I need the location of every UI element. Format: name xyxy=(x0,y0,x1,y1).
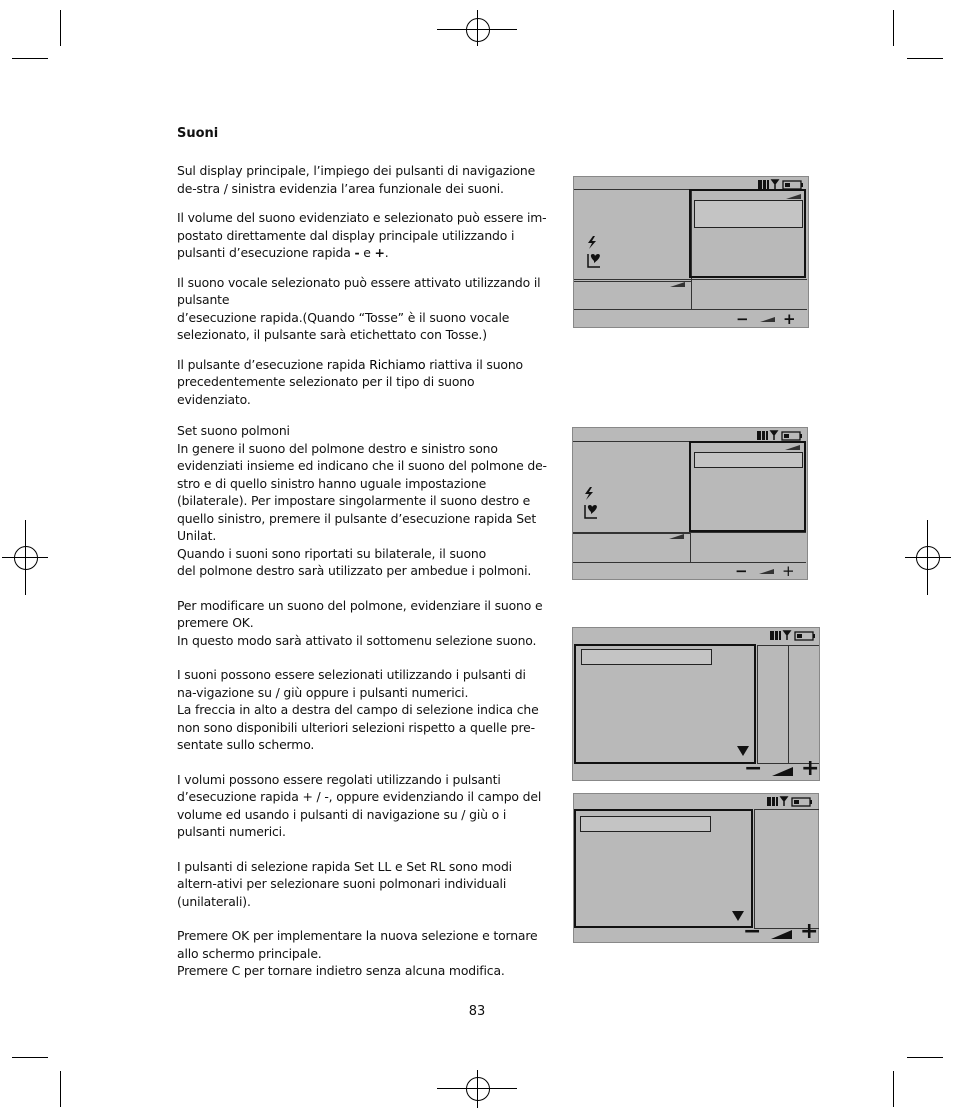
lung-volume-field-right[interactable] xyxy=(690,532,806,563)
paragraph: I suoni possono essere selezionati utilizzando i pulsanti di na-vigazione su / giù oppure i pulsanti numerici. La freccia in alto a destra del campo di selezione indica che non sono disponibili ulteriori selezioni rispetto a quelle pre-sentate sullo schermo. xyxy=(177,667,539,752)
paragraph: I pulsanti di selezione rapida Set LL e Set RL sono modi altern-ativi per selezionare suoni polmonari individuali (unilaterali). xyxy=(177,858,512,909)
paragraph: Il pulsante d’esecuzione rapida Richiamo riattiva il suono precedentemente selezionato per il tipo di suono evidenziato. xyxy=(177,356,523,407)
paragraph: Sul display principale, l’impiego dei pulsanti di navigazione de-stra / sinistra evidenzia l’area funzionale dei suoni. xyxy=(177,163,536,196)
volume-level-icon xyxy=(771,930,793,940)
defibrillator-heart-icon xyxy=(584,235,604,269)
volume-down-button[interactable]: − xyxy=(735,562,748,580)
registration-mark xyxy=(916,546,940,570)
crop-mark xyxy=(907,58,943,59)
crop-mark xyxy=(477,10,478,46)
lung-volume-field-right[interactable] xyxy=(691,279,807,310)
selected-sound-row[interactable] xyxy=(694,452,803,468)
volume-up-button[interactable]: + xyxy=(801,756,820,781)
volume-level-icon xyxy=(669,534,685,540)
selected-sound-row[interactable] xyxy=(694,200,803,228)
section-sounds-text xyxy=(177,162,549,408)
volume-column[interactable] xyxy=(754,809,819,929)
crop-mark xyxy=(905,557,951,558)
crop-mark xyxy=(477,1070,478,1108)
paragraph: Per modificare un suono del polmone, evidenziare il suono e premere OK. In questo modo sarà attivato il sottomenu selezione suono. xyxy=(177,597,543,648)
selected-sound-row[interactable] xyxy=(580,816,711,832)
battery-signal-icon xyxy=(769,630,817,642)
selected-sound-row[interactable] xyxy=(581,649,712,665)
volume-level-icon xyxy=(760,317,776,323)
volume-level-icon xyxy=(759,569,775,575)
volume-level-icon xyxy=(670,282,686,288)
crop-mark xyxy=(907,1057,943,1058)
paragraph: Il suono vocale selezionato può essere attivato utilizzando il pulsante d’esecuzione rapida.(Quando “Tosse” è il suono vocale selezionato, il pulsante sarà etichettato con Tosse.) xyxy=(177,274,541,342)
volume-down-button[interactable]: − xyxy=(744,756,763,781)
section-title: Set suono polmoni xyxy=(177,423,290,438)
paragraph: Premere OK per implementare la nuova selezione e tornare allo schermo principale. Premere C per tornare indietro senza alcuna modifica. xyxy=(177,928,538,978)
volume-down-button[interactable]: − xyxy=(736,310,749,328)
crop-mark xyxy=(60,10,61,46)
crop-mark xyxy=(893,1071,894,1107)
volume-up-button[interactable]: + xyxy=(782,562,795,580)
volume-column-right[interactable] xyxy=(788,645,819,764)
volume-up-button[interactable]: + xyxy=(800,919,819,944)
registration-mark xyxy=(466,18,490,42)
display-screen-lung-set xyxy=(572,427,808,580)
registration-mark xyxy=(14,546,38,570)
scroll-down-arrow-icon[interactable] xyxy=(737,746,749,756)
volume-down-button[interactable]: − xyxy=(743,919,762,944)
page-number: 83 xyxy=(468,1004,486,1019)
volume-column-left[interactable] xyxy=(757,645,789,764)
paragraph: I volumi possono essere regolati utilizzando i pulsanti d’esecuzione rapida + / -, oppure evidenziando il campo del volume ed usando i pulsanti di navigazione su / giù o i pulsanti numerici. xyxy=(177,771,542,839)
crop-mark xyxy=(2,557,48,558)
display-screen-sound-submenu xyxy=(572,627,820,781)
page-heading: Suoni xyxy=(177,126,219,141)
paragraph: In genere il suono del polmone destro e sinistro sono evidenziati insieme ed indicano che il suono del polmone de-stro e di quello sinistro hanno uguale impostazione (bilaterale). Per impostare singolarmente il suono destro e quello sinistro, premere il pulsante d’esecuzione rapida Set Unilat. Quando i suoni sono riportati su bilaterale, il suono del polmone destro sarà utilizzato per ambedue i polmoni. xyxy=(177,440,547,578)
paragraph: Il volume del suono evidenziato e selezionato può essere im-postato direttamente dal display principale utilizzando i pulsanti d’esecuzione rapida - e +. xyxy=(177,210,547,260)
section-lung-sounds-text xyxy=(177,422,549,980)
crop-mark xyxy=(12,58,48,59)
battery-signal-icon xyxy=(766,796,814,808)
registration-mark xyxy=(466,1077,490,1101)
crop-mark xyxy=(12,1057,48,1058)
crop-mark xyxy=(893,10,894,46)
volume-level-icon xyxy=(785,445,801,451)
crop-mark xyxy=(60,1071,61,1107)
volume-up-button[interactable]: + xyxy=(783,310,796,328)
display-screen-main xyxy=(573,176,809,328)
display-screen-sound-submenu-2 xyxy=(573,793,819,943)
defibrillator-heart-icon xyxy=(581,486,601,520)
volume-level-icon xyxy=(772,767,794,777)
